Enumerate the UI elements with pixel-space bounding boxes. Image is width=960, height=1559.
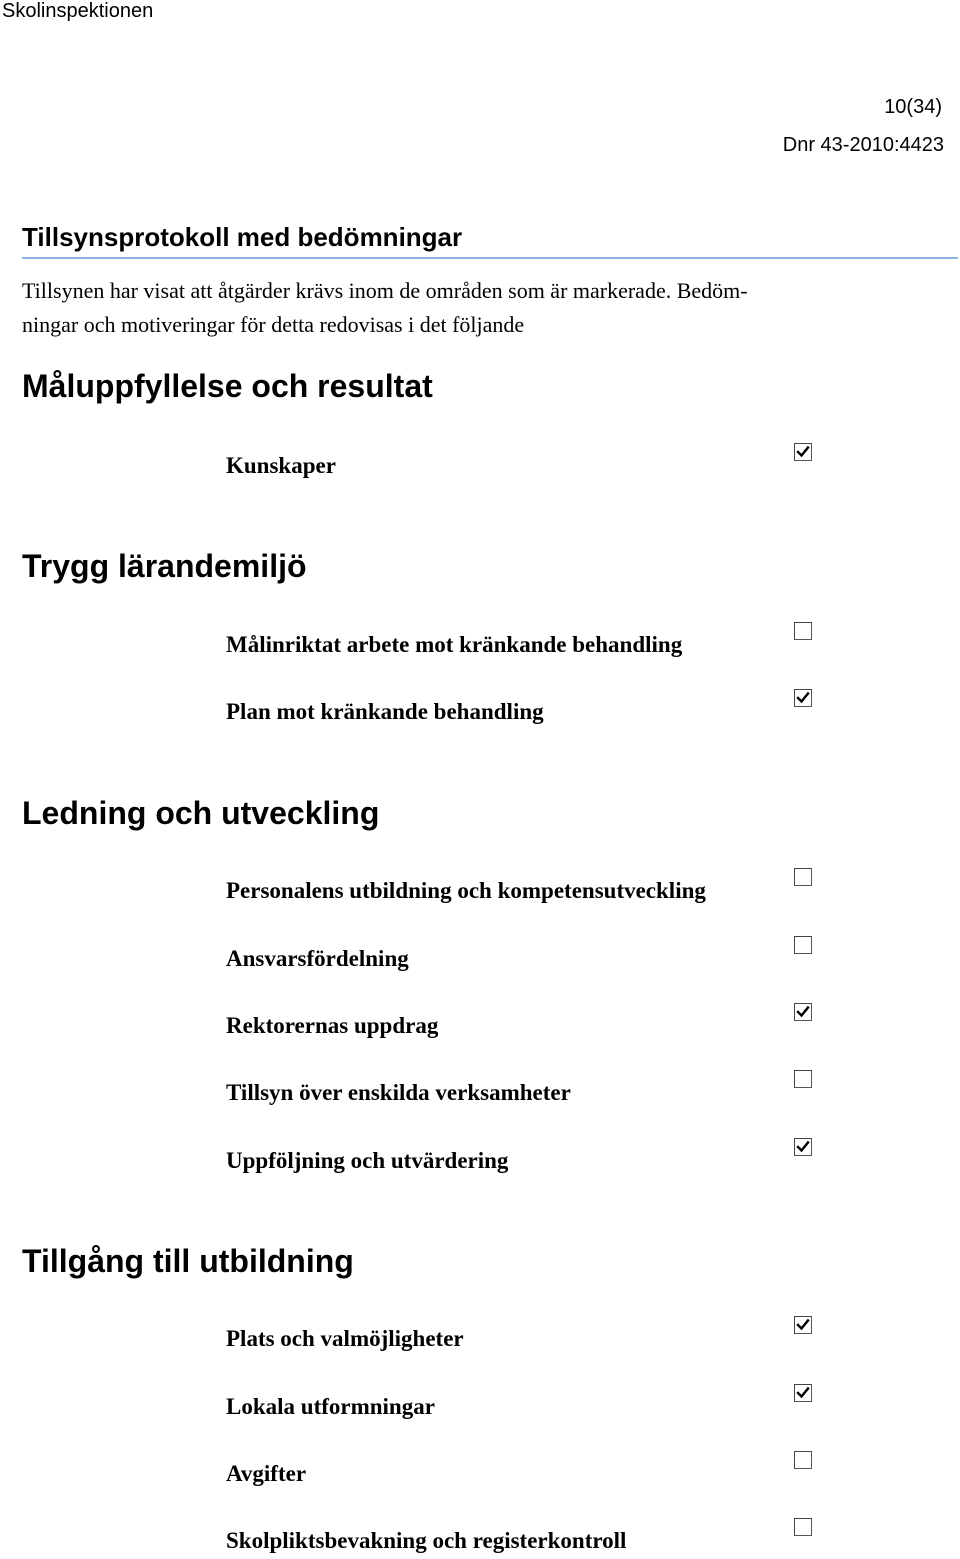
check-mark-stroke bbox=[798, 694, 808, 702]
checkbox-plats-och-valmojligheter[interactable] bbox=[794, 1316, 812, 1334]
checkbox-tillsyn-enskilda[interactable] bbox=[794, 1070, 812, 1088]
item-label-malinriktat-arbete: Målinriktat arbete mot kränkande behandling bbox=[226, 632, 683, 657]
title-rule bbox=[22, 257, 958, 259]
check-mark-stroke bbox=[798, 448, 808, 456]
checkbox-rektorernas-uppdrag[interactable] bbox=[794, 1003, 812, 1021]
item-label-plats-och-valmojligheter: Plats och valmöjligheter bbox=[226, 1326, 464, 1351]
checkbox-personalens-utbildning[interactable] bbox=[794, 868, 812, 886]
check-mark-icon bbox=[796, 1318, 810, 1332]
item-label-plan-mot-krankande: Plan mot kränkande behandling bbox=[226, 699, 544, 724]
document-title: Tillsynsprotokoll med bedömningar bbox=[22, 222, 463, 252]
check-mark-icon bbox=[796, 691, 810, 705]
item-label-kunskaper: Kunskaper bbox=[226, 453, 336, 478]
item-label-skolpliktsbevakning: Skolpliktsbevakning och registerkontroll bbox=[226, 1528, 627, 1553]
checkbox-ansvarsfordelning[interactable] bbox=[794, 936, 812, 954]
org-name: Skolinspektionen bbox=[2, 0, 154, 22]
checkbox-avgifter[interactable] bbox=[794, 1451, 812, 1469]
page-number: 10(34) bbox=[884, 96, 942, 118]
check-mark-stroke bbox=[798, 1389, 808, 1397]
document-reference: Dnr 43-2010:4423 bbox=[782, 134, 944, 156]
intro-line-2: ningar och motiveringar för detta redovisas i det följande bbox=[22, 312, 525, 337]
intro-text bbox=[22, 274, 922, 342]
check-mark-icon bbox=[796, 445, 810, 459]
check-mark-stroke bbox=[798, 1143, 808, 1151]
item-label-tillsyn-enskilda: Tillsyn över enskilda verksamheter bbox=[226, 1080, 571, 1105]
intro-line-1: Tillsynen har visat att åtgärder krävs inom de områden som är markerade. Bedöm- bbox=[22, 278, 748, 303]
checkbox-skolpliktsbevakning[interactable] bbox=[794, 1518, 812, 1536]
check-mark-stroke bbox=[798, 1008, 808, 1016]
checkbox-uppfoljning[interactable] bbox=[794, 1138, 812, 1156]
section-heading-tillgang-till-utbildning: Tillgång till utbildning bbox=[22, 1243, 354, 1279]
section-heading-maluppfyllelse: Måluppfyllelse och resultat bbox=[22, 368, 433, 404]
checkbox-plan-mot-krankande[interactable] bbox=[794, 689, 812, 707]
check-mark-icon bbox=[796, 1140, 810, 1154]
item-label-avgifter: Avgifter bbox=[226, 1461, 307, 1486]
checkbox-lokala-utformningar[interactable] bbox=[794, 1384, 812, 1402]
checkbox-malinriktat-arbete[interactable] bbox=[794, 622, 812, 640]
item-label-rektorernas-uppdrag: Rektorernas uppdrag bbox=[226, 1013, 439, 1038]
item-label-lokala-utformningar: Lokala utformningar bbox=[226, 1394, 435, 1419]
section-heading-trygg-larandemiljo: Trygg lärandemiljö bbox=[22, 548, 307, 584]
item-label-uppfoljning: Uppföljning och utvärdering bbox=[226, 1148, 509, 1173]
checkbox-kunskaper[interactable] bbox=[794, 443, 812, 461]
section-heading-ledning-och-utveckling: Ledning och utveckling bbox=[22, 795, 380, 831]
check-mark-stroke bbox=[798, 1321, 808, 1329]
check-mark-icon bbox=[796, 1005, 810, 1019]
item-label-personalens-utbildning: Personalens utbildning och kompetensutveckling bbox=[226, 878, 706, 903]
item-label-ansvarsfordelning: Ansvarsfördelning bbox=[226, 946, 409, 971]
check-mark-icon bbox=[796, 1386, 810, 1400]
